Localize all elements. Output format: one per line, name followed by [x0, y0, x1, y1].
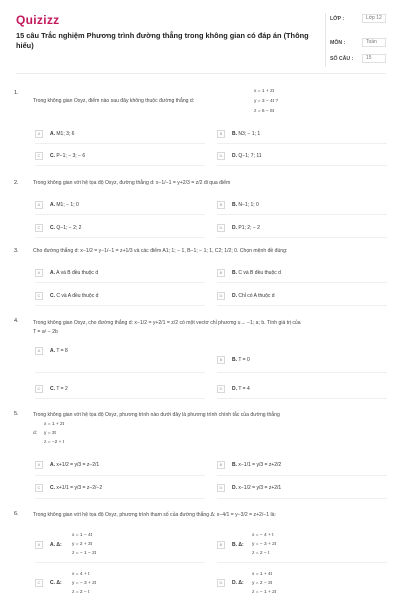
- option-divider: [35, 475, 205, 476]
- param-line: y = − 3 + 2t: [252, 542, 277, 547]
- param-line: z = 2 − t: [72, 590, 90, 595]
- info-separator: [325, 13, 326, 67]
- param-line: z = − 1 − 2t: [72, 551, 97, 556]
- option-letter-box[interactable]: D: [217, 579, 225, 587]
- option-divider: [217, 305, 387, 306]
- option-d[interactable]: D. P1; 2; − 2: [232, 225, 260, 231]
- option-c[interactable]: C. Δ:: [50, 580, 62, 586]
- question-number: 1.: [14, 90, 19, 96]
- question-count-label: SỐ CÂU :: [330, 56, 354, 62]
- option-c[interactable]: C. C và A đều thuộc d: [50, 293, 99, 299]
- option-c[interactable]: C. P−1; − 3; − 6: [50, 153, 86, 159]
- option-divider: [217, 143, 387, 144]
- param-line: y = 3 − 4t ?: [254, 99, 279, 104]
- option-letter-box[interactable]: D: [217, 224, 225, 232]
- question-text: Trong không gian với hệ tọa độ Oxyz, phương trình nào dưới đây là phương trình chính tắc của đường thẳng: [33, 412, 280, 418]
- page-header: [0, 0, 400, 70]
- option-divider: [35, 143, 205, 144]
- option-letter-box[interactable]: B: [217, 269, 225, 277]
- option-a[interactable]: A. M1; − 1; 0: [50, 202, 79, 208]
- quizizz-logo: Quizizz: [16, 13, 60, 27]
- option-letter-box[interactable]: C: [35, 385, 43, 393]
- option-letter-box[interactable]: C: [35, 292, 43, 300]
- option-letter-box[interactable]: D: [217, 385, 225, 393]
- option-letter-box[interactable]: B: [217, 201, 225, 209]
- question-number: 2.: [14, 180, 19, 186]
- option-b[interactable]: B. N3; − 1; 1: [232, 131, 261, 137]
- option-letter-box[interactable]: A: [35, 269, 43, 277]
- option-divider: [217, 237, 387, 238]
- option-divider: [35, 214, 205, 215]
- option-divider: [35, 282, 205, 283]
- question-number: 5.: [14, 411, 19, 417]
- option-c[interactable]: C. Q−1; − 2; 2: [50, 225, 82, 231]
- param-line: x = 1 − 4t: [72, 533, 93, 538]
- option-d[interactable]: D. x−1/2 = y/3 = z+2/1: [232, 485, 282, 491]
- option-divider: [217, 165, 387, 166]
- question-text: Trong không gian với hệ tọa độ Oxyz, đường thẳng d: x−1/−1 = y+2/3 = z/2 đi qua điểm: [33, 180, 231, 186]
- param-line: z = −2 + t: [44, 440, 65, 445]
- option-letter-box[interactable]: A: [35, 201, 43, 209]
- question-text: Cho đường thẳng d: x−1/2 = y−1/−1 = z+1/3 và các điểm A1; 1; − 1, B−1; − 1; 1, C2; 1/2; 0. Chọn mệnh đề đúng:: [33, 248, 288, 254]
- param-line: z = 2 − t: [252, 551, 270, 556]
- option-letter-box[interactable]: C: [35, 484, 43, 492]
- param-line: x = 1 + 2t: [254, 89, 275, 94]
- option-letter-box[interactable]: C: [35, 579, 43, 587]
- param-line: y = 3t: [44, 431, 56, 436]
- option-divider: [217, 282, 387, 283]
- question-number: 3.: [14, 248, 19, 254]
- question-text: Trong không gian với hệ tọa độ Oxyz, phương trình tham số của đường thẳng Δ: x−4/1 = y−3/2 = z+2/−1 là:: [33, 512, 276, 518]
- option-letter-box[interactable]: B: [217, 356, 225, 364]
- option-c[interactable]: C. x+1/1 = y/3 = z−2/−2: [50, 485, 103, 491]
- option-letter-box[interactable]: A: [35, 541, 43, 549]
- option-d[interactable]: D. Q−1; 7; 11: [232, 153, 262, 159]
- document-title: 15 câu Trắc nghiệm Phương trình đường thẳng trong không gian có đáp án (Thông hiểu): [16, 31, 309, 50]
- subject-label: MÔN :: [330, 40, 346, 46]
- option-divider: [35, 398, 205, 399]
- question-text-continued: T = a² − 2b: [33, 329, 58, 335]
- option-letter-box[interactable]: C: [35, 224, 43, 232]
- option-letter-box[interactable]: A: [35, 461, 43, 469]
- option-letter-box[interactable]: B: [217, 461, 225, 469]
- question-number: 4.: [14, 318, 19, 324]
- option-b[interactable]: B. T = 0: [232, 357, 250, 363]
- param-line: y = 2 + 3t: [72, 542, 93, 547]
- option-letter-box[interactable]: A: [35, 347, 43, 355]
- option-d[interactable]: D. Chỉ có A thuộc d: [232, 293, 275, 299]
- option-a[interactable]: A. Δ:: [50, 542, 62, 548]
- option-divider: [35, 498, 205, 499]
- option-letter-box[interactable]: D: [217, 292, 225, 300]
- option-a[interactable]: A. T = 8: [50, 348, 68, 354]
- param-line: x = 1 + 2t: [44, 422, 65, 427]
- option-b[interactable]: B. Δ:: [232, 542, 244, 548]
- param-line: y = 2 − 3t: [252, 581, 273, 586]
- option-letter-box[interactable]: D: [217, 152, 225, 160]
- option-divider: [35, 305, 205, 306]
- option-divider: [35, 372, 205, 373]
- option-divider: [217, 498, 387, 499]
- param-line: z = − 1 + 2t: [252, 590, 277, 595]
- header-divider: [16, 73, 386, 74]
- question-number: 6.: [14, 511, 19, 517]
- line-name: d:: [33, 431, 38, 436]
- option-d[interactable]: D. Δ:: [232, 580, 244, 586]
- option-b[interactable]: B. x−1/1 = y/3 = z+2/2: [232, 462, 282, 468]
- option-divider: [217, 372, 387, 373]
- option-divider: [35, 165, 205, 166]
- option-divider: [217, 398, 387, 399]
- option-a[interactable]: A. M1; 3; 6: [50, 131, 75, 137]
- question-count-value: 15: [362, 54, 386, 63]
- option-b[interactable]: B. N−1; 1; 0: [232, 202, 259, 208]
- option-d[interactable]: D. T = 4: [232, 386, 250, 392]
- option-a[interactable]: A. x+1/2 = y/3 = z−2/1: [50, 462, 100, 468]
- subject-value: Toán: [362, 38, 386, 47]
- option-divider: [217, 562, 387, 563]
- param-line: x = − 4 + t: [252, 533, 274, 538]
- question-text: Trong không gian Oxyz, cho đường thẳng d: x−1/2 = y+2/1 = z/2 có một vectơ chỉ phương u→ −1; a; b. Tính giá trị của: [33, 320, 301, 326]
- option-a[interactable]: A. A và B đều thuộc d: [50, 270, 99, 276]
- option-b[interactable]: B. C và B đều thuộc d: [232, 270, 281, 276]
- question-text: Trong không gian Oxyz, điểm nào sau đây không thuộc đường thẳng d:: [33, 98, 195, 104]
- param-line: x = 1 + 4t: [252, 572, 273, 577]
- option-letter-box[interactable]: D: [217, 484, 225, 492]
- option-divider: [217, 214, 387, 215]
- param-line: x = 4 + t: [72, 572, 90, 577]
- option-divider: [35, 237, 205, 238]
- option-letter-box[interactable]: C: [35, 152, 43, 160]
- param-line: z = 6 − 5t: [254, 109, 275, 114]
- option-divider: [217, 475, 387, 476]
- option-letter-box[interactable]: A: [35, 130, 43, 138]
- option-letter-box[interactable]: B: [217, 130, 225, 138]
- option-divider: [35, 562, 205, 563]
- option-c[interactable]: C. T = 2: [50, 386, 68, 392]
- option-letter-box[interactable]: B: [217, 541, 225, 549]
- param-line: y = − 3 + 2t: [72, 581, 97, 586]
- class-label: LỚP :: [330, 16, 345, 22]
- class-value: Lớp 12: [362, 14, 386, 23]
